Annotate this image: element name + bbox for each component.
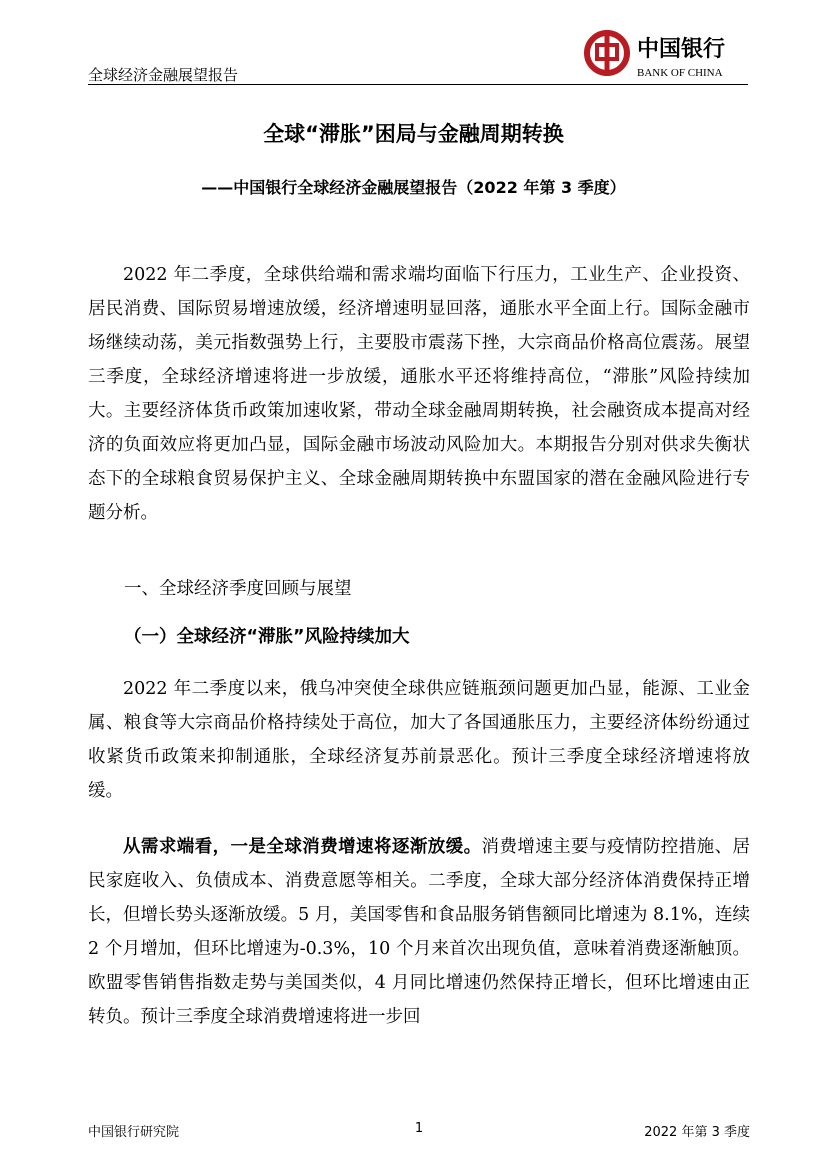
intro-paragraph: 2022 年二季度，全球供给端和需求端均面临下行压力，工业生产、企业投资、居民消费、国际贸易增速放缓，经济增速明显回落，通胀水平全面上行。国际金融市场继续动荡，美元指数强势上行，主要股市震荡下挫，大宗商品价格高位震荡。展望三季度，全球经济增速将进一步放缓，通胀水平还将维持高位，“滞胀”风险持续加大。主要经济体货币政策加速收紧，带动全球金融周期转换，社会融资成本提高对经济的负面效应将更加凸显，国际金融市场波动风险加大。本期报告分别对供求失衡状态下的全球粮食贸易保护主义、全球金融周期转换中东盟国家的潜在金融风险进行专题分析。	[88, 265, 750, 523]
running-header-title: 全球经济金融展望报告	[88, 66, 239, 84]
body-paragraph: 2022 年二季度以来，俄乌冲突使全球供应链瓶颈问题更加凸显，能源、工业金属、粮食等大宗商品价格持续处于高位，加大了各国通胀压力，主要经济体纷纷通过收紧货币政策来抑制通胀，全球经济复苏前景恶化。预计三季度全球经济增速将放缓。	[88, 679, 750, 801]
paragraph-body-text: 消费增速主要与疫情防控措施、居民家庭收入、负债成本、消费意愿等相关。二季度，全球大部分经济体消费保持正增长，但增长势头逐渐放缓。5 月，美国零售和食品服务销售额同比增速为 8.1%，连续 2 个月增加，但环比增速为-0.3%，10 个月来首次出现负值，意味着消费逐渐触顶。欧盟零售销售指数走势与美国类似，4 月同比增速仍然保持正增长，但环比增速由正转负。预计三季度全球消费增速将进一步回	[88, 837, 751, 1027]
paragraph-lead-sentence: 从需求端看，一是全球消费增速将逐渐放缓。	[123, 837, 482, 857]
body-paragraph-demand	[88, 830, 750, 1034]
footer-period: 2022 年第 3 季度	[644, 1125, 750, 1140]
logo-chinese-name: 中国银行	[637, 36, 726, 62]
section-heading: 一、全球经济季度回顾与展望	[124, 579, 352, 599]
subsection-heading: （一）全球经济“滞胀”风险持续加大	[124, 627, 410, 647]
logo-english-name: BANK OF CHINA	[637, 67, 723, 79]
report-title: 全球“滞胀”困局与金融周期转换	[263, 122, 564, 146]
header-divider	[88, 84, 748, 85]
report-subtitle: ——中国银行全球经济金融展望报告（2022 年第 3 季度）	[201, 178, 626, 197]
bank-of-china-logo	[583, 28, 748, 80]
footer-institution: 中国银行研究院	[88, 1125, 180, 1140]
page-number: 1	[414, 1121, 424, 1136]
bank-of-china-emblem-icon	[587, 30, 627, 76]
